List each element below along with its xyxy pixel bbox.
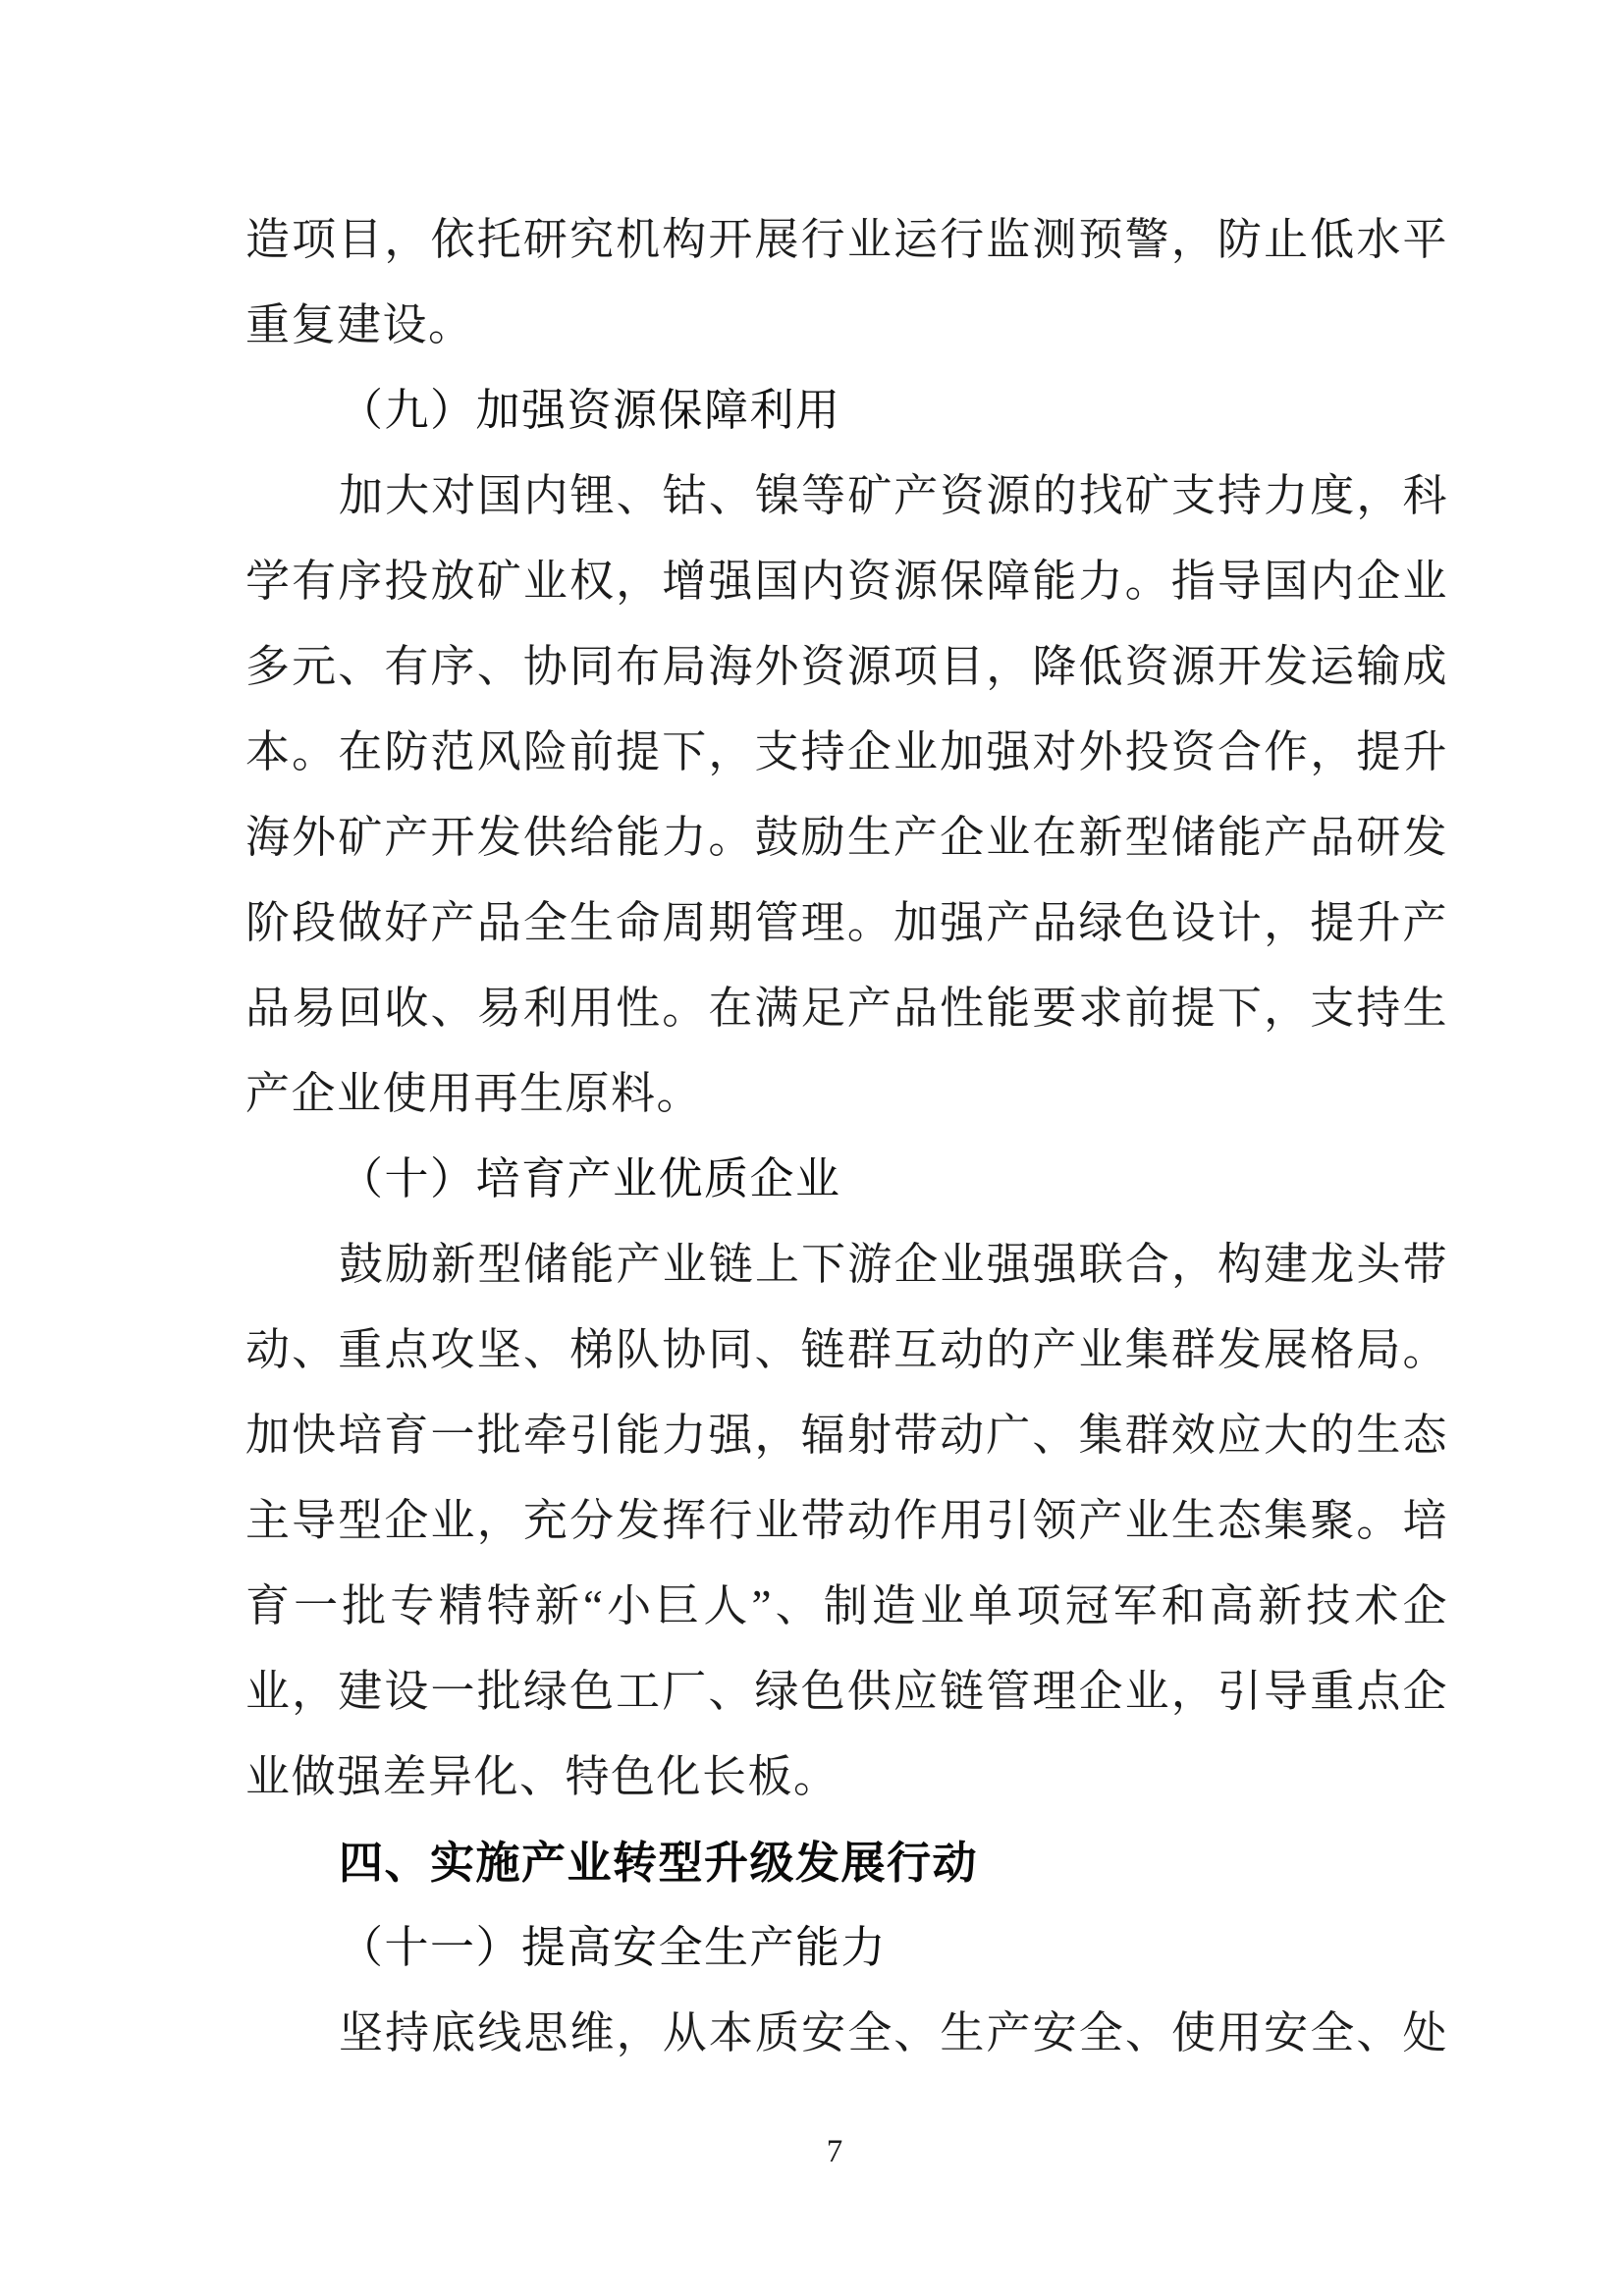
paragraph-line: 多元、有序、协同布局海外资源项目，降低资源开发运输成 bbox=[245, 642, 1448, 691]
paragraph-line: 坚持底线思维，从本质安全、生产安全、使用安全、处 bbox=[339, 2008, 1448, 2057]
paragraph-line: 造项目，依托研究机构开展行业运行监测预警，防止低水平 bbox=[245, 215, 1448, 264]
paragraph-line: 阶段做好产品全生命周期管理。加强产品绿色设计，提升产 bbox=[245, 898, 1448, 947]
section-heading: （十）培育产业优质企业 bbox=[339, 1154, 841, 1203]
paragraph-line: 业，建设一批绿色工厂、绿色供应链管理企业，引导重点企 bbox=[245, 1667, 1448, 1716]
paragraph-line: 海外矿产开发供给能力。鼓励生产企业在新型储能产品研发 bbox=[245, 813, 1448, 862]
paragraph-line: 主导型企业，充分发挥行业带动作用引领产业生态集聚。培 bbox=[245, 1496, 1448, 1545]
section-heading: （十一）提高安全生产能力 bbox=[339, 1923, 888, 1972]
paragraph-line: 动、重点攻坚、梯队协同、链群互动的产业集群发展格局。 bbox=[245, 1325, 1448, 1374]
chapter-heading: 四、实施产业转型升级发展行动 bbox=[339, 1838, 979, 1888]
paragraph-line: 加快培育一批牵引能力强，辐射带动广、集群效应大的生态 bbox=[245, 1411, 1448, 1460]
paragraph-line: 育一批专精特新“小巨人”、制造业单项冠军和高新技术企 bbox=[245, 1581, 1448, 1630]
paragraph-line: 学有序投放矿业权，增强国内资源保障能力。指导国内企业 bbox=[245, 557, 1448, 606]
paragraph-line: 产企业使用再生原料。 bbox=[245, 1069, 703, 1118]
paragraph-line: 加大对国内锂、钴、镍等矿产资源的找矿支持力度，科 bbox=[339, 471, 1448, 520]
page-body bbox=[245, 197, 1448, 2076]
paragraph-line: 重复建设。 bbox=[245, 300, 474, 349]
section-heading: （九）加强资源保障利用 bbox=[339, 386, 841, 435]
paragraph-line: 业做强差异化、特色化长板。 bbox=[245, 1752, 839, 1801]
page-number: 7 bbox=[826, 2134, 843, 2169]
paragraph-line: 鼓励新型储能产业链上下游企业强强联合，构建龙头带 bbox=[339, 1240, 1448, 1289]
paragraph-line: 本。在防范风险前提下，支持企业加强对外投资合作，提升 bbox=[245, 727, 1448, 776]
paragraph-line: 品易回收、易利用性。在满足产品性能要求前提下，支持生 bbox=[245, 984, 1448, 1033]
